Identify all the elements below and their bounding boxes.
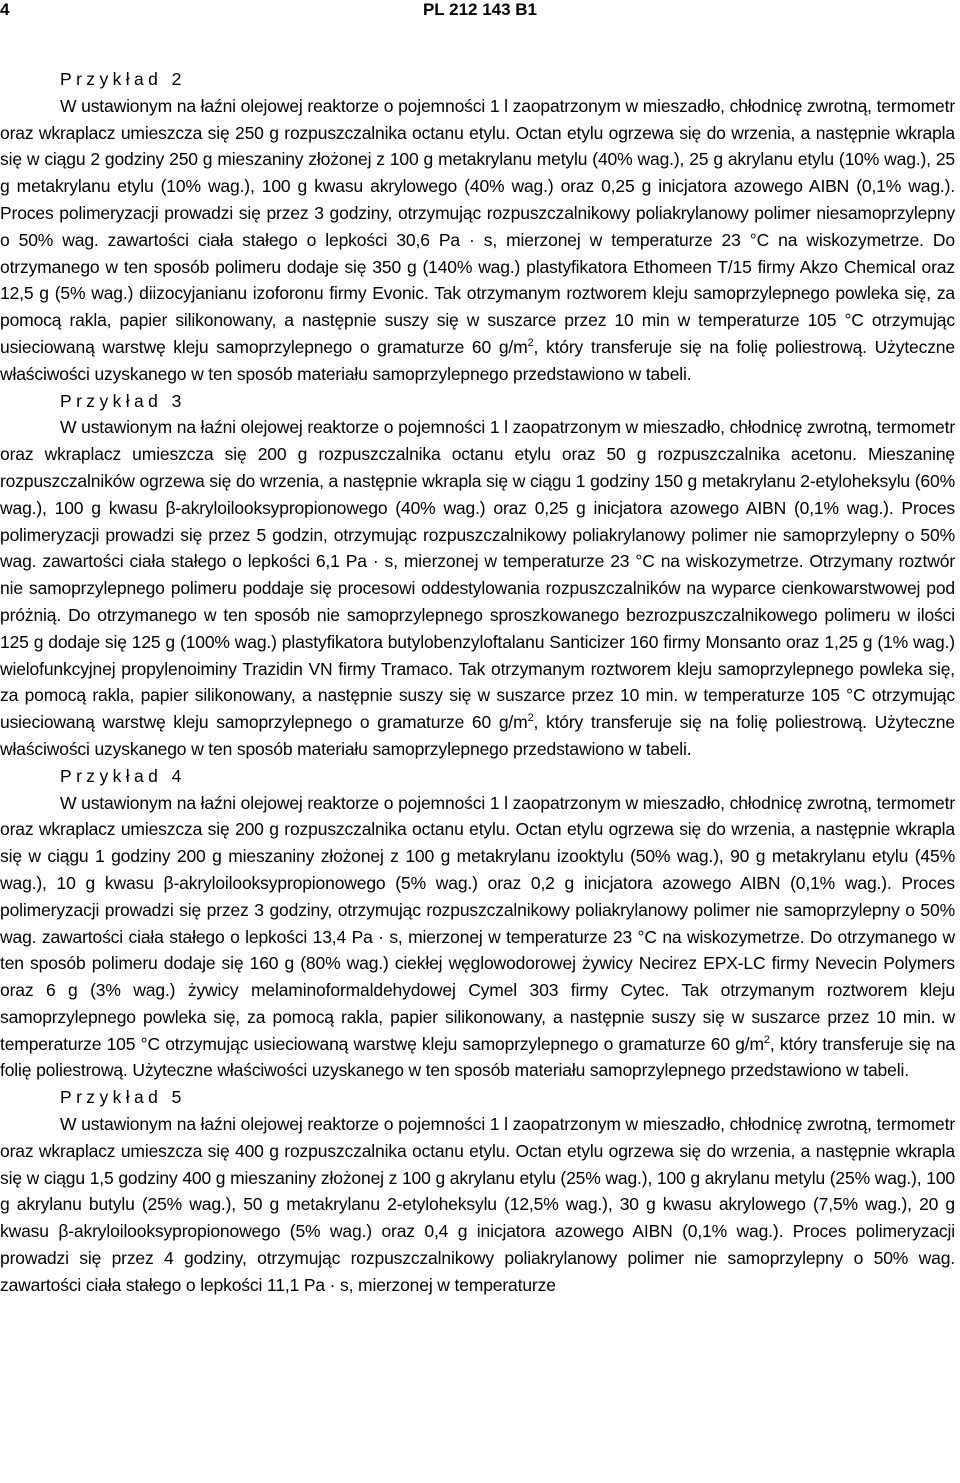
paragraph-text-continued: , który transferuje się na folię poliestrową. Użyteczne właściwości uzyskanego w ten sposób materiału samoprzylepnego przedstawiono w tabeli. (0, 712, 955, 759)
example-paragraph (0, 1111, 955, 1299)
example-section (0, 66, 955, 388)
page-header (0, 0, 960, 26)
document-body (0, 66, 955, 1299)
paragraph-text-continued: , który transferuje się na folię poliestrową. Użyteczne właściwości uzyskanego w ten sposób materiału samoprzylepnego przedstawiono w tabeli. (0, 1033, 955, 1081)
superscript: 2 (527, 712, 534, 725)
superscript: 2 (763, 1033, 770, 1046)
example-paragraph (0, 93, 955, 388)
example-heading: Przykład 5 (60, 1087, 186, 1108)
example-section (0, 1084, 955, 1298)
paragraph-text: W ustawionym na łaźni olejowej reaktorze o pojemności 1 l zaopatrzonym w mieszadło, chłodnicę zwrotną, termometr oraz wkraplacz umieszcza się 250 g rozpuszczalnika octanu etylu. Octan etylu ogrzewa się do wrzenia, a następnie wkrapla się w ciągu 2 godziny 250 g mieszaniny złożonej z 100 g metakrylanu metylu (40% wag.), 25 g akrylanu etylu (10% wag.), 25 g metakrylanu etylu (10% wag.), 100 g kwasu akrylowego (40% wag.) oraz 0,25 g inicjatora azowego AIBN (0,1% wag.). Proces polimeryzacji prowadzi się przez 3 godziny, otrzymując rozpuszczalnikowy poliakrylanowy polimer niesamoprzylepny o 50% wag. zawartości ciała stałego o lepkości 30,6 Pa · s, mierzonej w temperaturze 23 °C na wiskozymetrze. Do otrzymanego w ten sposób polimeru dodaje się 350 g (140% wag.) plastyfikatora Ethomeen T/15 firmy Akzo Chemical oraz 12,5 g (5% wag.) diizocyjanianu izoforonu firmy Evonic. Tak otrzymanym roztworem kleju samoprzylepnego powleka się, za pomocą rakla, papier silikonowany, a następnie suszy się w suszarce przez 10 min w temperaturze 105 °C otrzymując usieciowaną warstwę kleju samoprzylepnego o gramaturze 60 g/m (0, 95, 955, 357)
example-paragraph (0, 414, 955, 762)
paragraph-text: W ustawionym na łaźni olejowej reaktorze o pojemności 1 l zaopatrzonym w mieszadło, chłodnicę zwrotną, termometr oraz wkraplacz umieszcza się 200 g rozpuszczalnika octanu etylu. Octan etylu ogrzewa się do wrzenia, a następnie wkrapla się w ciągu 1 godziny 200 g mieszaniny złożonej z 100 g metakrylanu izooktylu (50% wag.), 90 g metakrylanu etylu (45% wag.), 10 g kwasu β-akryloilooksypropionowego (5% wag.) oraz 0,2 g inicjatora azowego AIBN (0,1% wag.). Proces polimeryzacji prowadzi się przez 3 godziny, otrzymując rozpuszczalnikowy poliakrylanowy polimer nie samoprzylepny o 50% wag. zawartości ciała stałego o lepkości 13,4 Pa · s, mierzonej w temperaturze 23 °C na wiskozymetrze. Do otrzymanego w ten sposób polimeru dodaje się 160 g (80% wag.) ciekłej węglowodorowej żywicy Necirez EPX-LC firmy Nevecin Polymers oraz 6 g (3% wag.) żywicy melaminoformaldehydowej Cymel 303 firmy Cytec. Tak otrzymanym roztworem kleju samoprzylepnego powleka się, za pomocą rakla, papier silikonowany, a następnie suszy się w suszarce przez 10 min. w temperaturze 105 °C otrzymując usieciowaną warstwę kleju samoprzylepnego o gramaturze 60 g/m (0, 792, 955, 1054)
example-section (0, 763, 955, 1085)
example-heading: Przykład 4 (60, 765, 186, 786)
superscript: 2 (527, 336, 534, 349)
document-id: PL 212 143 B1 (422, 0, 538, 19)
example-heading: Przykład 3 (60, 390, 186, 411)
paragraph-text-continued: , który transferuje się na folię poliestrową. Użyteczne właściwości uzyskanego w ten sposób materiału samoprzylepnego przedstawiono w tabeli. (0, 336, 955, 384)
example-paragraph (0, 790, 955, 1085)
example-heading: Przykład 2 (60, 69, 186, 89)
example-section (0, 388, 955, 763)
page-number: 4 (0, 0, 10, 19)
paragraph-text: W ustawionym na łaźni olejowej reaktorze o pojemności 1 l zaopatrzonym w mieszadło, chłodnicę zwrotną, termometr oraz wkraplacz umieszcza się 200 g rozpuszczalnika octanu etylu oraz 50 g rozpuszczalnika acetonu. Mieszaninę rozpuszczalników ogrzewa się do wrzenia, a następnie wkrapla się w ciągu 1 godziny 150 g metakrylanu 2-etyloheksylu (60% wag.), 100 g kwasu β-akryloilooksypropionowego (40% wag.) oraz 0,25 g inicjatora azowego AIBN (0,1% wag.). Proces polimeryzacji prowadzi się przez 5 godzin, otrzymując rozpuszczalnikowy poliakrylanowy polimer nie samoprzylepny o 50% wag. zawartości ciała stałego o lepkości 6,1 Pa · s, mierzonej w temperaturze 23 °C na wiskozymetrze. Otrzymany roztwór nie samoprzylepnego polimeru poddaje się procesowi oddestylowania rozpuszczalników na wyparce cienkowarstwowej pod próżnią. Do otrzymanego w ten sposób nie samoprzylepnego sproszkowanego bezrozpuszczalnikowego polimeru w ilości 125 g dodaje się 125 g (100% wag.) plastyfikatora butylobenzyloftalanu Santicizer 160 firmy Monsanto oraz 1,25 g (1% wag.) wielofunkcyjnej propylenoiminy Trazidin VN firmy Tramaco. Tak otrzymanym roztworem kleju samoprzylepnego powleka się, za pomocą rakla, papier silikonowany, a następnie suszy się w suszarce przez 10 min. w temperaturze 105 °C otrzymując usieciowaną warstwę kleju samoprzylepnego o gramaturze 60 g/m (0, 417, 955, 733)
paragraph-text: W ustawionym na łaźni olejowej reaktorze o pojemności 1 l zaopatrzonym w mieszadło, chłodnicę zwrotną, termometr oraz wkraplacz umieszcza się 400 g rozpuszczalnika octanu etylu. Octan etylu ogrzewa się do wrzenia, a następnie wkrapla się w ciągu 1,5 godziny 400 g mieszaniny złożonej z 100 g akrylanu etylu (25% wag.), 100 g akrylanu metylu (25% wag.), 100 g akrylanu butylu (25% wag.), 50 g metakrylanu 2-etyloheksylu (12,5% wag.), 30 g kwasu akrylowego (7,5% wag.), 20 g kwasu β-akryloilooksypropionowego (5% wag.) oraz 0,4 g inicjatora azowego AIBN (0,1% wag.). Proces polimeryzacji prowadzi się przez 4 godziny, otrzymując rozpuszczalnikowy poliakrylanowy polimer nie samoprzylepny o 50% wag. zawartości ciała stałego o lepkości 11,1 Pa · s, mierzonej w temperaturze (0, 1114, 955, 1295)
